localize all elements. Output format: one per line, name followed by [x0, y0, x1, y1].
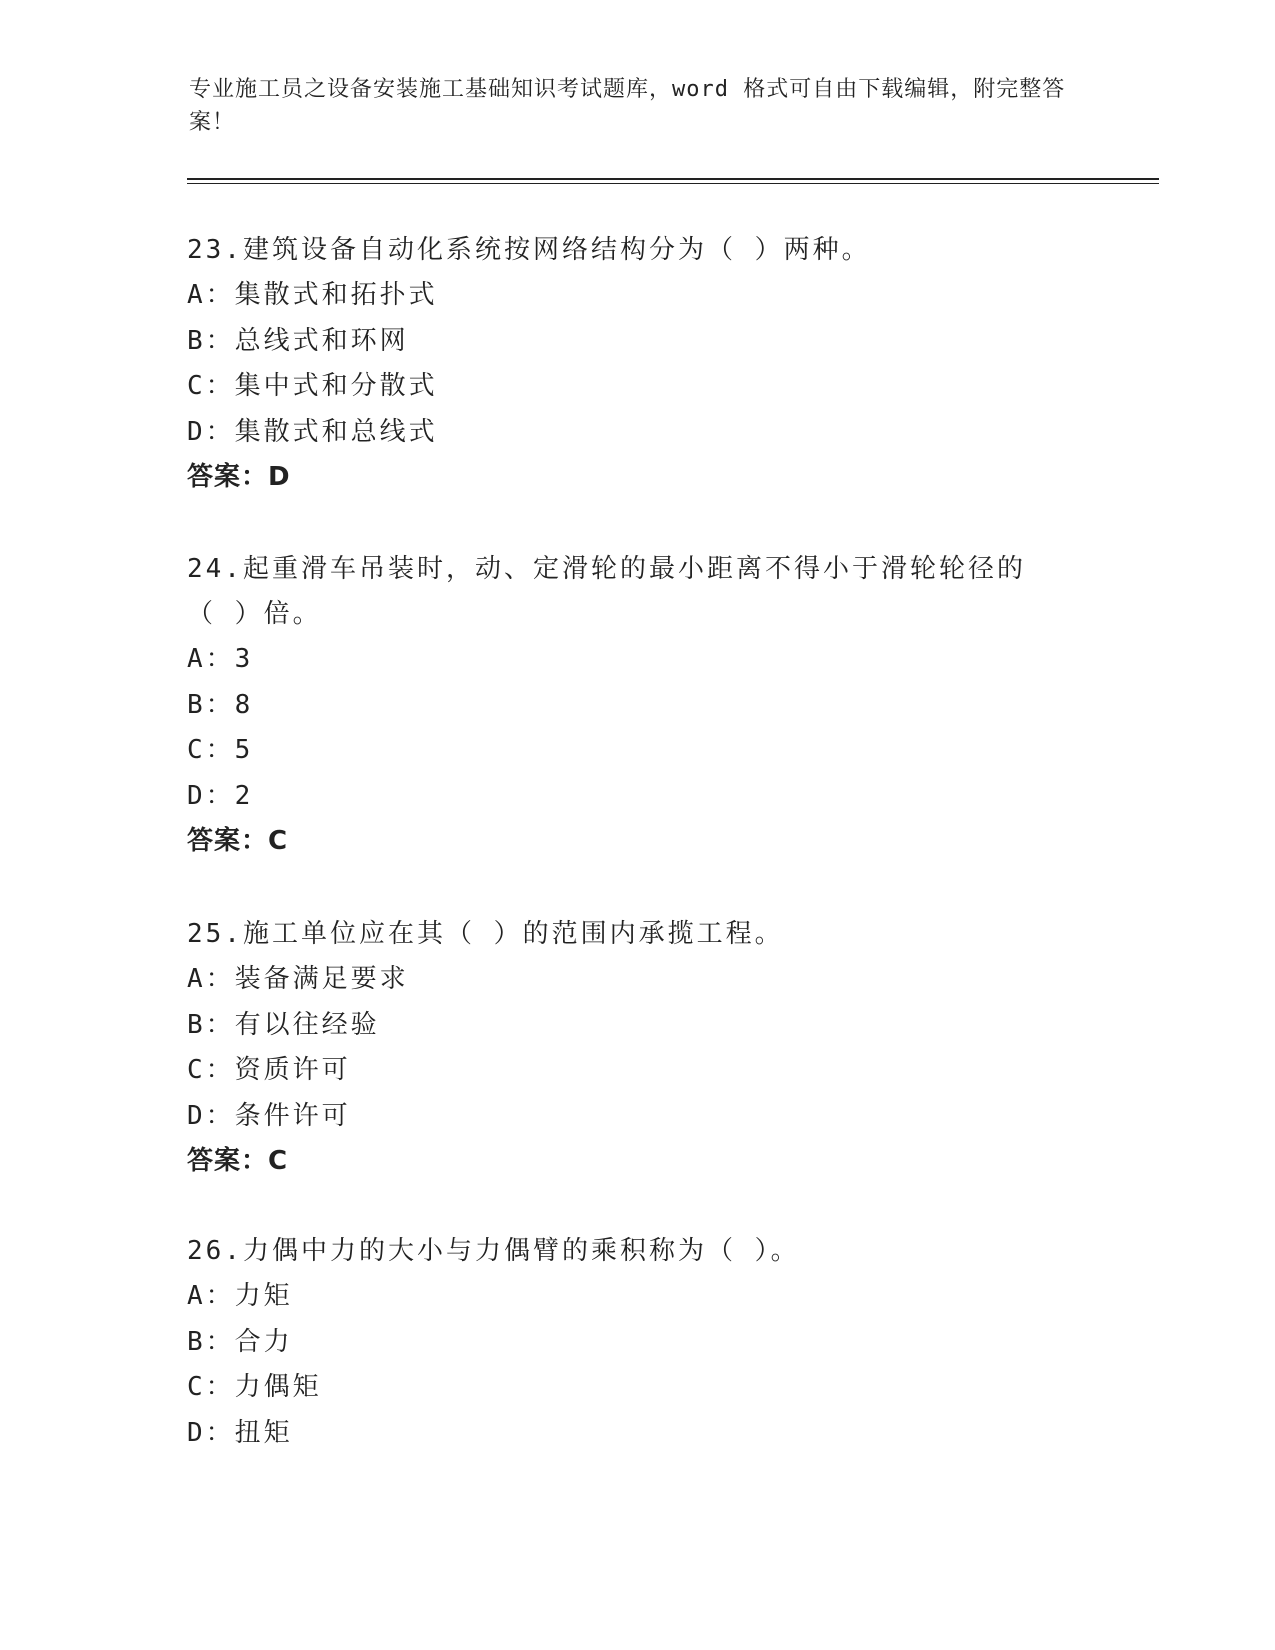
answer-line: 答案：C	[187, 1146, 289, 1176]
question-26	[187, 1229, 1087, 1456]
option-b: B：8	[187, 689, 254, 720]
question-stem: 26.力偶中力的大小与力偶臂的乘积称为（ ）。	[187, 1236, 800, 1266]
option-d: D：条件许可	[187, 1100, 351, 1131]
option-c: C：力偶矩	[187, 1372, 322, 1402]
option-a: A：装备满足要求	[187, 964, 409, 994]
question-25	[187, 912, 1087, 1184]
answer-line: 答案：C	[187, 826, 289, 856]
question-stem: 23.建筑设备自动化系统按网络结构分为（ ）两种。	[187, 235, 871, 265]
option-c: C：资质许可	[187, 1055, 351, 1085]
option-d: D：2	[187, 780, 254, 811]
option-b: B：总线式和环网	[187, 325, 409, 356]
option-d: D：集散式和总线式	[187, 416, 438, 447]
answer-line: 答案：D	[187, 462, 291, 492]
option-b: B：有以往经验	[187, 1009, 380, 1040]
option-a: A：力矩	[187, 1281, 293, 1311]
question-24	[187, 547, 1087, 864]
option-c: C：5	[187, 735, 254, 765]
option-a: A：3	[187, 644, 254, 674]
option-c: C：集中式和分散式	[187, 371, 438, 401]
option-d: D：扭矩	[187, 1417, 293, 1448]
question-stem: 24.起重滑车吊装时，动、定滑轮的最小距离不得小于滑轮轮径的（ ）倍。	[187, 554, 1026, 629]
header-divider-thin	[187, 183, 1159, 184]
question-stem: 25.施工单位应在其（ ）的范围内承揽工程。	[187, 919, 784, 949]
document-header: 专业施工员之设备安装施工基础知识考试题库，word 格式可自由下载编辑，附完整答案！	[189, 77, 1066, 135]
option-b: B：合力	[187, 1326, 293, 1357]
option-a: A：集散式和拓扑式	[187, 280, 438, 310]
header-divider-thick	[187, 178, 1159, 180]
question-23	[187, 228, 1087, 500]
